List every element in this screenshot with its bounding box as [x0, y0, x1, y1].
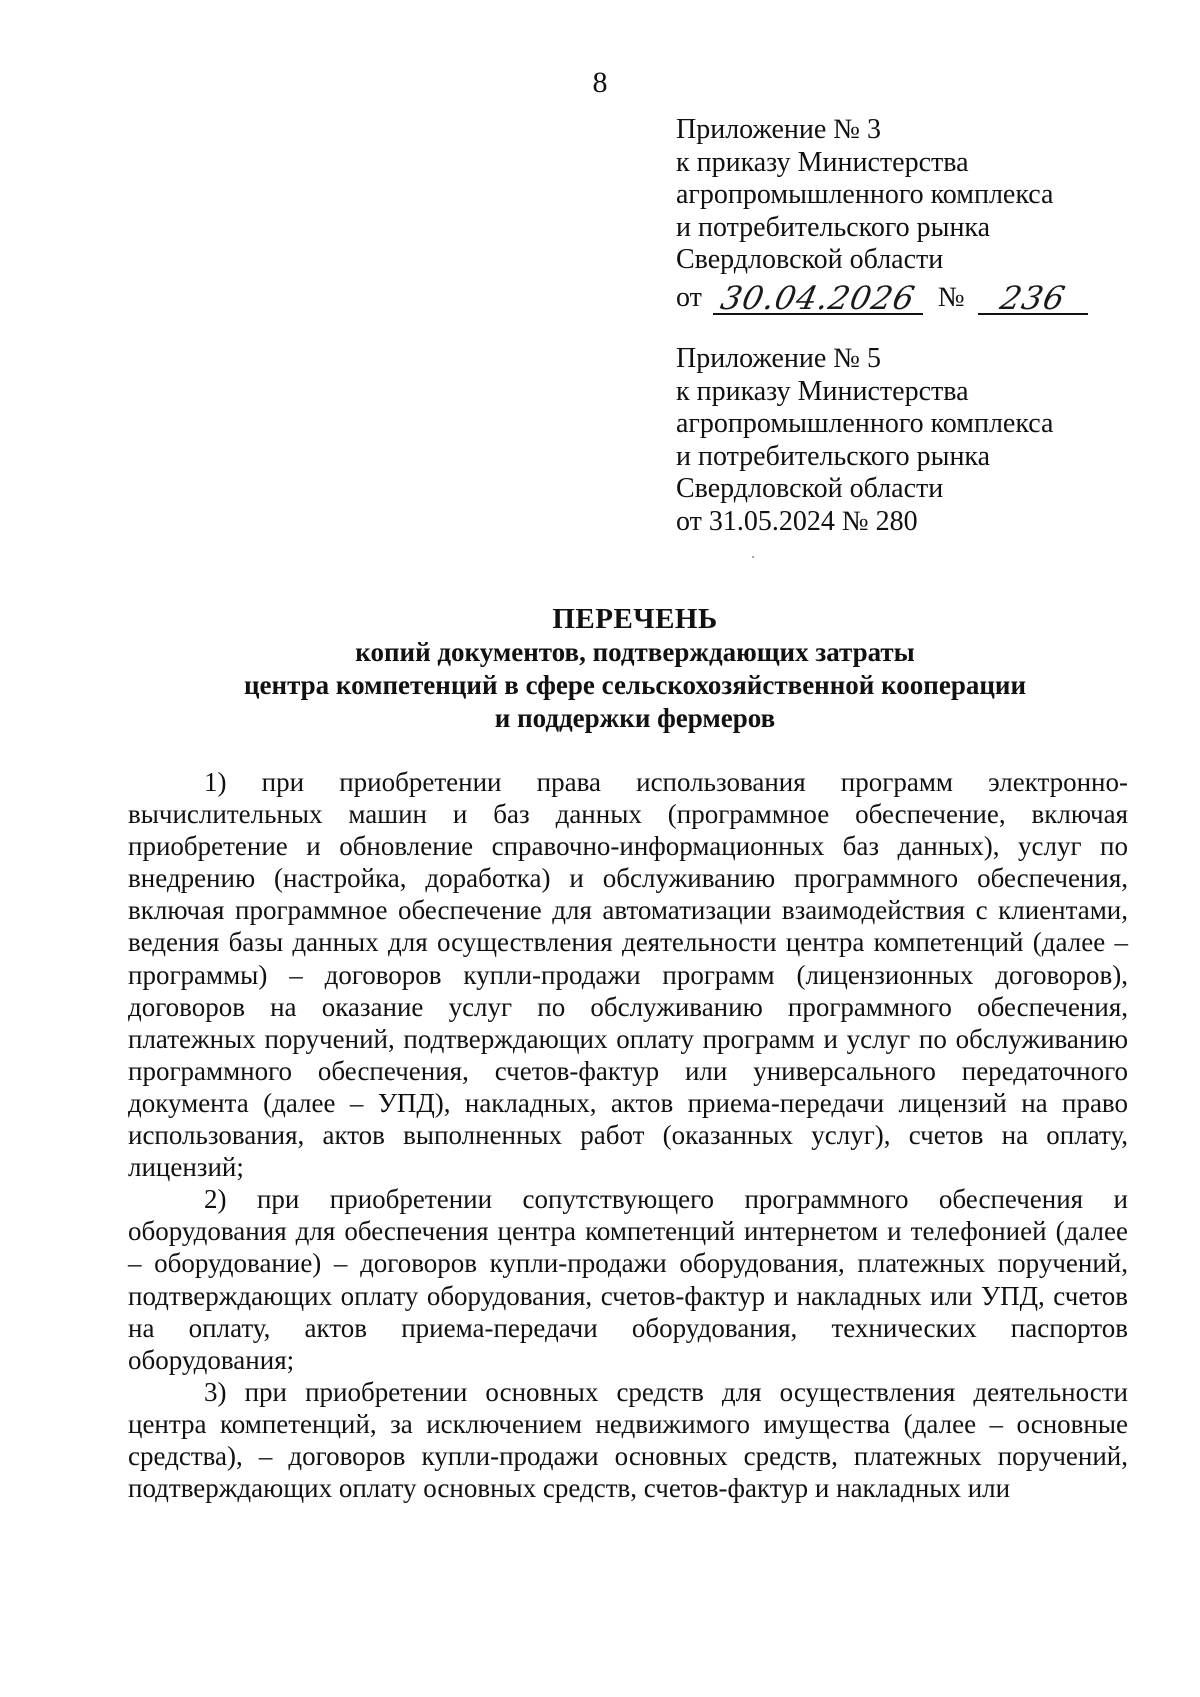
appendix-3-header — [676, 114, 1096, 317]
handwritten-number: 236 — [996, 279, 1069, 317]
appendix-3-line: Свердловской области — [676, 244, 944, 275]
document-body — [128, 766, 1128, 1504]
appendix-5-header — [676, 343, 1096, 538]
list-item-paragraph-2: 2) при приобретении сопутствующего программного обеспечения и оборудования для обеспечения центра компетенций интернетом и телефонией (далее – оборудование) – договоров купли-продажи оборудования, платежных поручений, подтверждающих оплату оборудования, счетов-фактур и накладных или УПД, счетов на оплату, актов приема-передачи оборудования, технических паспортов оборудования; — [128, 1184, 1128, 1375]
title-subtitle-line: копий документов, подтверждающих затраты — [355, 637, 915, 667]
appendix-3-line: и потребительского рынка — [676, 211, 991, 243]
appendix-3-line: агропромышленного комплекса — [676, 179, 1054, 210]
date-underline-field — [713, 277, 923, 315]
handwritten-date: 30.04.2026 — [717, 279, 919, 317]
title-subtitle-line: и поддержки фермеров — [494, 703, 776, 733]
list-item-paragraph-1: 1) при приобретении права использования программ электронно-вычислительных машин и баз данных (программное обеспечение, включая приобретение и обновление справочно-информационных баз данных), услуг по внедрению (настройка, доработка) и обслуживанию программного обеспечения, включая программное обеспечение для автоматизации взаимодействия с клиентами, ведения базы данных для осуществления деятельности центра компетенций (далее – программы) – договоров купли-продажи программ (лицензионных договоров), договоров на оказание услуг по обслуживанию программного обеспечения, платежных поручений, подтверждающих оплату программ и услуг по обслуживанию программного обеспечения, счетов-фактур или универсального передаточного документа (далее – УПД), накладных, актов приема-передачи лицензий на право использования, актов выполненных работ (оказанных услуг), счетов на оплату, лицензий; — [128, 767, 1128, 1183]
appendix-5-line: Свердловской области — [676, 473, 944, 504]
appendix-5-line: и потребительского рынка — [676, 440, 991, 472]
date-prefix: от — [676, 282, 702, 313]
list-item-paragraph-3: 3) при приобретении основных средств для осуществления деятельности центра компетенций, за исключением недвижимого имущества (далее – основные средства), – договоров купли-продажи основных средств, платежных поручений, подтверждающих оплату основных средств, счетов-фактур и накладных или — [128, 1376, 1128, 1504]
appendix-5-line: Приложение № 5 — [676, 343, 881, 374]
scan-speck — [752, 556, 754, 558]
appendix-5-line: от 31.05.2024 № 280 — [676, 505, 918, 537]
number-underline-field — [978, 277, 1088, 315]
appendix-3-line: Приложение № 3 — [676, 114, 881, 145]
title-heading: ПЕРЕЧЕНЬ — [552, 603, 718, 635]
page-number: 8 — [592, 66, 608, 99]
appendix-3-date-number-line — [676, 277, 1096, 317]
number-sign: № — [937, 282, 965, 313]
document-title — [110, 603, 1160, 735]
title-subtitle-line: центра компетенций в сфере сельскохозяйственной кооперации — [243, 670, 1027, 700]
appendix-5-line: агропромышленного комплекса — [676, 408, 1054, 439]
appendix-5-line: к приказу Министерства — [676, 375, 969, 407]
appendix-3-line: к приказу Министерства — [676, 146, 969, 178]
